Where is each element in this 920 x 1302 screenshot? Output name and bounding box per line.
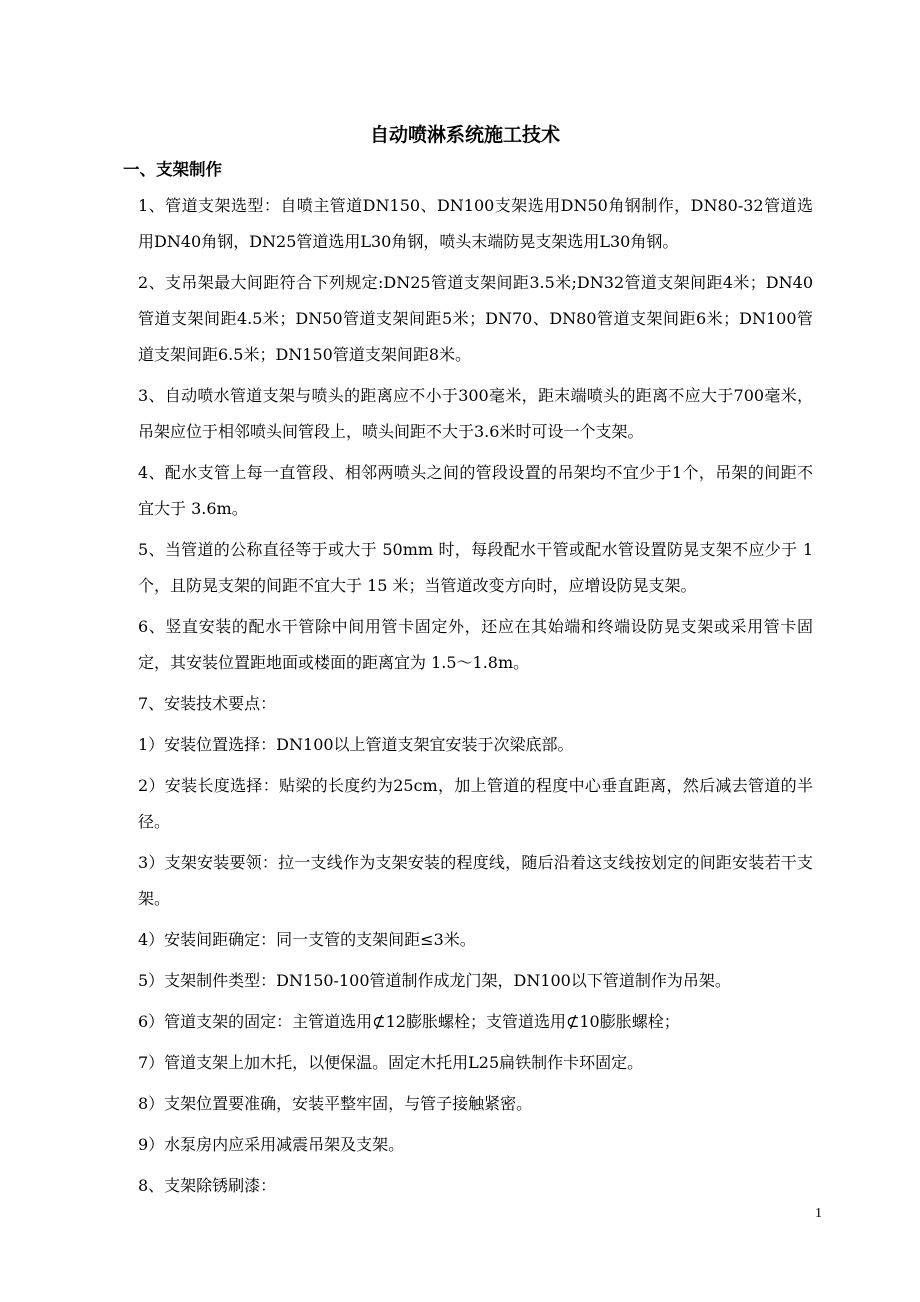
paragraph: 2）安装长度选择：贴梁的长度约为25cm，加上管道的程度中心垂直距离，然后减去管道的半径。 — [138, 776, 813, 831]
paragraph: 4）安装间距确定：同一支管的支架间距≤3米。 — [138, 930, 476, 949]
paragraph: 6）管道支架的固定：主管道选用⊄12膨胀螺栓；支管道选用⊄10膨胀螺栓； — [138, 1012, 680, 1031]
paragraph: 9）水泵房内应采用减震吊架及支架。 — [138, 1135, 405, 1154]
section-heading: 一、支架制作 — [123, 160, 222, 179]
paragraph: 7、安装技术要点： — [138, 694, 277, 713]
paragraph: 1、管道支架选型：自喷主管道DN150、DN100支架选用DN50角钢制作，DN80-32管道选用DN40角钢，DN25管道选用L30角钢，喷头末端防晃支架选用L30角钢。 — [138, 196, 813, 251]
paragraph: 1）安装位置选择：DN100以上管道支架宜安装于次梁底部。 — [138, 735, 574, 754]
document-title: 自动喷淋系统施工技术 — [369, 124, 560, 146]
page-number: 1 — [815, 1206, 822, 1221]
paragraph: 8、支架除锈刷漆： — [138, 1176, 277, 1195]
paragraph: 7）管道支架上加木托，以便保温。固定木托用L25扁铁制作卡环固定。 — [138, 1053, 644, 1072]
paragraph: 5、当管道的公称直径等于或大于 50mm 时，每段配水干管或配水管设置防晃支架不应少于 1 个，且防晃支架的间距不宜大于 15 米；当管道改变方向时，应增设防晃支架。 — [138, 540, 813, 595]
document-body — [138, 188, 813, 1209]
paragraph: 8）支架位置要准确，安装平整牢固，与管子接触紧密。 — [138, 1094, 533, 1113]
paragraph: 3、自动喷水管道支架与喷头的距离应不小于300毫米，距末端喷头的距离不应大于700毫米，吊架应位于相邻喷头间管段上，喷头间距不大于3.6米时可设一个支架。 — [138, 386, 813, 441]
paragraph: 5）支架制件类型：DN150-100管道制作成龙门架，DN100以下管道制作为吊架。 — [138, 971, 731, 990]
paragraph: 4、配水支管上每一直管段、相邻两喷头之间的管段设置的吊架均不宜少于1个，吊架的间距不宜大于 3.6m。 — [138, 463, 813, 518]
paragraph: 3）支架安装要领：拉一支线作为支架安装的程度线，随后沿着这支线按划定的间距安装若干支架。 — [138, 853, 813, 908]
paragraph: 2、支吊架最大间距符合下列规定:DN25管道支架间距3.5米;DN32管道支架间距4米；DN40管道支架间距4.5米；DN50管道支架间距5米；DN70、DN80管道支架间距6米；DN100管道支架间距6.5米；DN150管道支架间距8米。 — [138, 273, 813, 364]
paragraph: 6、竖直安装的配水干管除中间用管卡固定外，还应在其始端和终端设防晃支架或采用管卡固定，其安装位置距地面或楼面的距离宜为 1.5～1.8m。 — [138, 617, 813, 672]
